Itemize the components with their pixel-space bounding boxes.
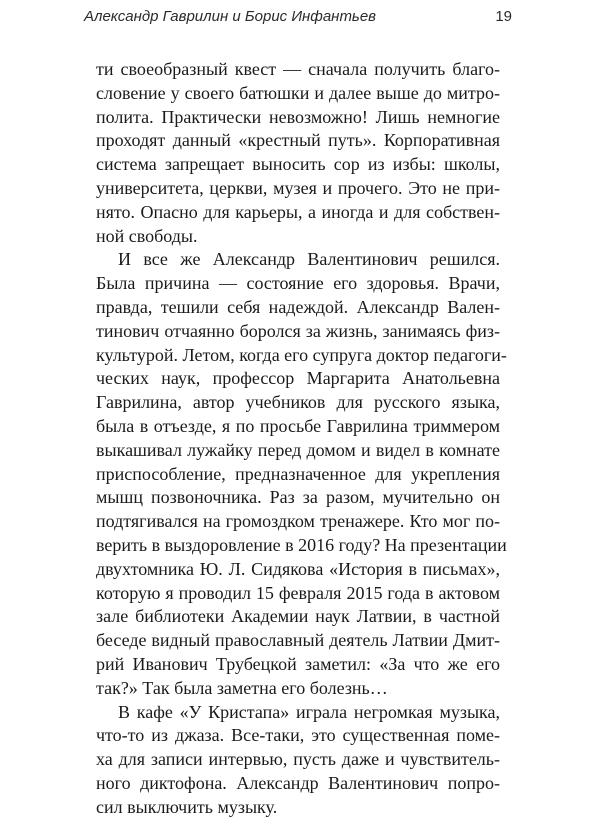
text-line: правда, тешили себя надеждой. Александр Вален-	[96, 296, 500, 317]
body-text	[96, 58, 507, 820]
text-line: верить в выздоровление в 2016 году? На презентации	[96, 534, 507, 555]
text-line: ного диктофона. Александр Валентинович попро-	[96, 772, 500, 793]
text-line: ной свободы.	[96, 225, 198, 246]
text-line: мышц позвоночника. Раз за разом, мучительно он	[96, 487, 500, 508]
text-line: тинович отчаянно боролся за жизнь, занимаясь физ-	[96, 320, 500, 341]
text-line: двухтомника Ю. Л. Сидякова «История в письмах»,	[96, 558, 500, 579]
text-line: была в отъезде, я по просьбе Гаврилина триммером	[96, 415, 500, 436]
text-line: что-то из джаза. Все-таки, это существенная поме-	[96, 725, 500, 746]
text-line: сил выключить музыку.	[96, 796, 278, 817]
text-line: ти своеобразный квест — сначала получить благо-	[96, 59, 500, 79]
text-line: так?» Так была заметна его болезнь…	[96, 677, 388, 698]
text-line: Гаврилина, автор учебников для русского языка,	[96, 392, 500, 413]
text-line: культурой. Летом, когда его супруга доктор педагоги-	[96, 344, 507, 365]
page-number: 19	[495, 8, 512, 25]
text-line: которую я проводил 15 февраля 2015 года в актовом	[96, 582, 500, 603]
text-line: университета, церкви, музея и прочего. Это не при-	[96, 177, 500, 198]
text-line: выкашивал лужайку перед домом и видел в комнате	[96, 439, 500, 460]
text-line: подтягивался на громоздком тренажере. Кто мог по-	[96, 511, 500, 532]
text-line: приспособление, предназначенное для укрепления	[96, 463, 500, 484]
text-line: И все же Александр Валентинович решился.	[118, 249, 500, 270]
text-line: Была причина — состояние его здоровья. Врачи,	[96, 273, 500, 294]
text-line: ха для записи интервью, пусть даже и чувствитель-	[96, 749, 500, 770]
text-line: рий Иванович Трубецкой заметил: «За что же его	[96, 653, 500, 674]
text-line: система запрещает выносить сор из избы: школы,	[96, 154, 500, 175]
running-title: Александр Гаврилин и Борис Инфантьев	[84, 8, 376, 25]
text-line: ческих наук, профессор Маргарита Анатольевна	[96, 368, 500, 389]
text-line: зале библиотеки Академии наук Латвии, в частной	[96, 606, 500, 627]
running-header	[84, 8, 512, 30]
text-line: беседе видный православный деятель Латвии Дмит-	[96, 630, 500, 651]
text-line: В кафе «У Кристапа» играла негромкая музыка,	[118, 701, 500, 722]
text-line: словение у своего батюшки и далее выше до митро-	[96, 82, 500, 103]
text-line: полита. Практически невозможно! Лишь немногие	[96, 106, 500, 127]
text-line: проходят данный «крестный путь». Корпоративная	[96, 130, 500, 151]
text-line: нято. Опасно для карьеры, а иногда и для собствен-	[96, 201, 500, 222]
